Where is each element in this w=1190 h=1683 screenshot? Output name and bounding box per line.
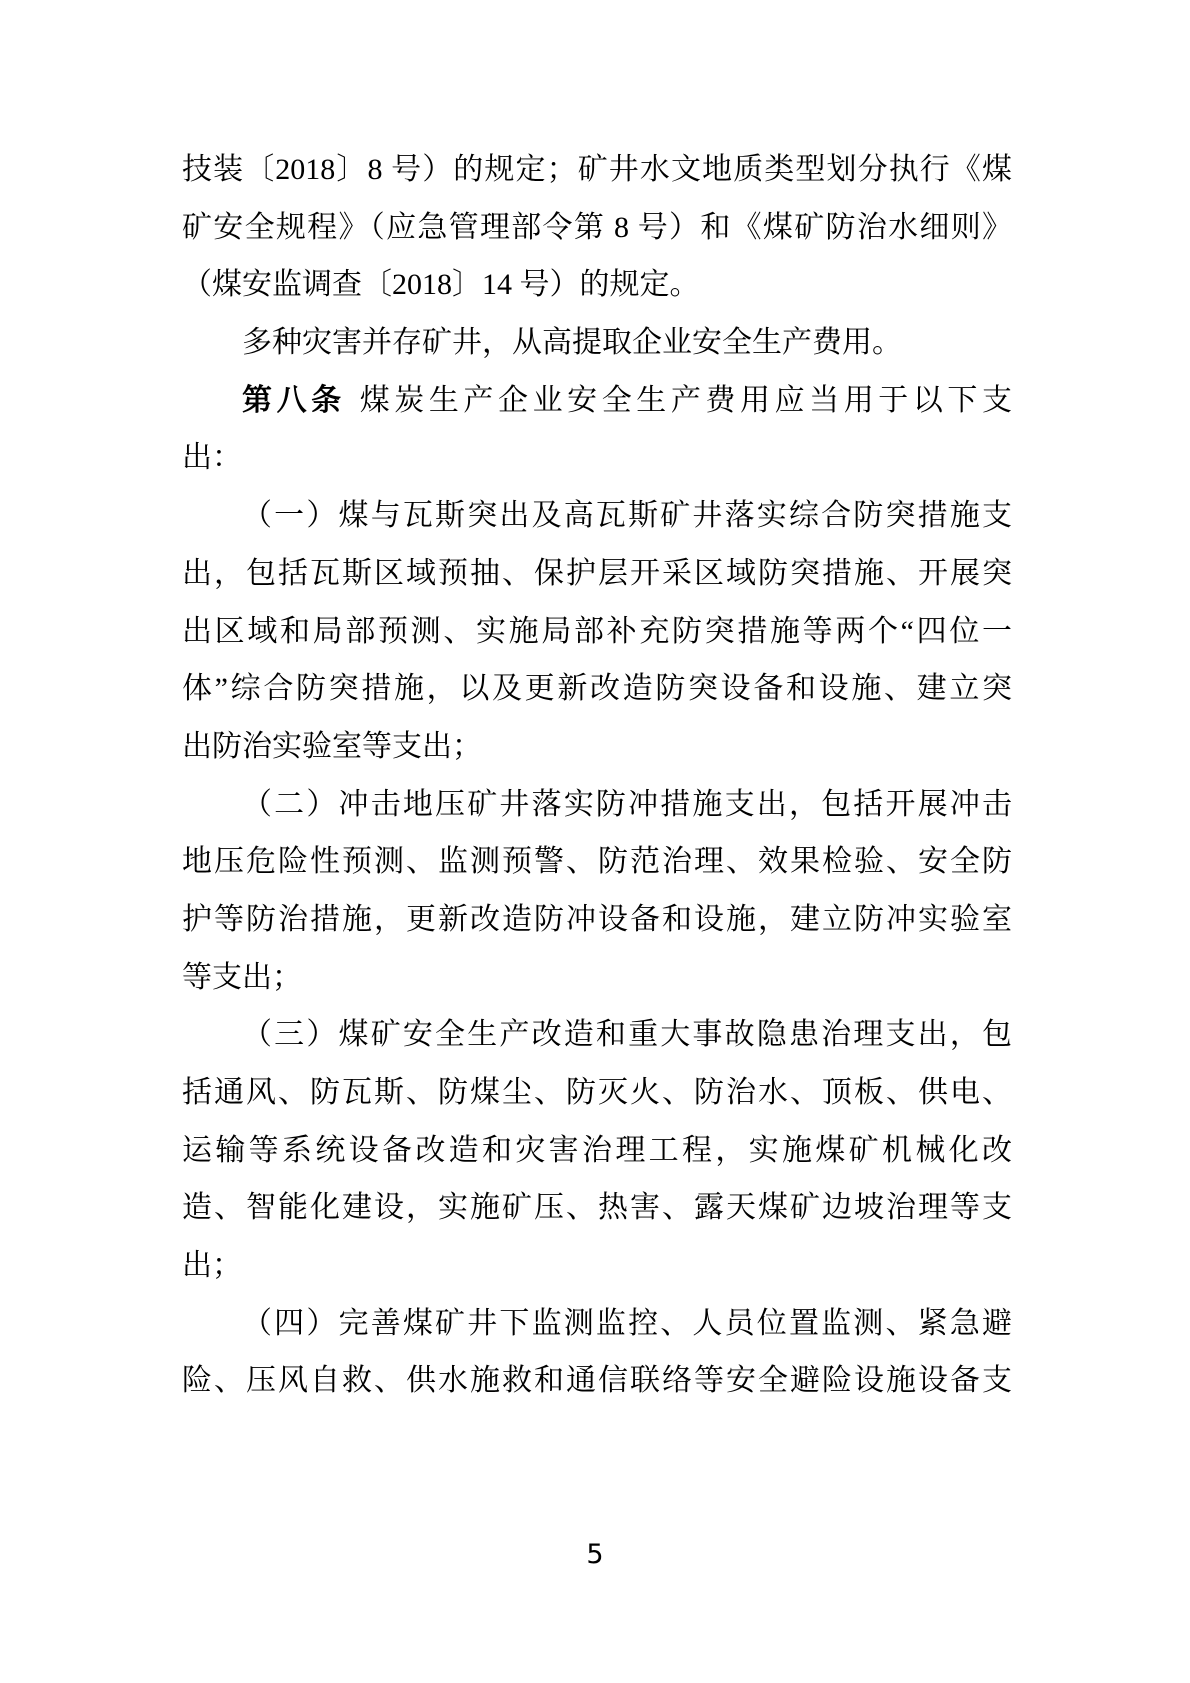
text-line (182, 1237, 1012, 1295)
line-text: 险、压风自救、供水施救和通信联络等安全避险设施设备支 (182, 1364, 1012, 1398)
page-number: 5 (586, 1539, 604, 1570)
text-line (182, 1122, 1012, 1180)
text-line (182, 833, 1012, 891)
line-text: （煤安监调查〔2018〕14 号）的规定。 (182, 268, 700, 302)
line-text: （二）冲击地压矿井落实防冲措施支出，包括开展冲击 (242, 787, 1012, 821)
line-text: 多种灾害并存矿井，从高提取企业安全生产费用。 (242, 326, 902, 360)
text-line (182, 256, 1012, 314)
article-heading: 第八条 (242, 383, 346, 417)
text-line (182, 1006, 1012, 1064)
text-line (182, 660, 1012, 718)
text-line (182, 776, 1012, 834)
text-line (182, 891, 1012, 949)
line-text: 出防治实验室等支出； (182, 729, 482, 763)
line-text: 括通风、防瓦斯、防煤尘、防灭火、防治水、顶板、供电、 (182, 1076, 1012, 1109)
text-line (182, 141, 1012, 199)
line-text: 等支出； (182, 960, 302, 994)
line-text: 煤炭生产企业安全生产费用应当用于以下支 (359, 383, 1012, 417)
document-body (182, 141, 1012, 1410)
line-text: （三）煤矿安全生产改造和重大事故隐患治理支出，包 (242, 1018, 1012, 1052)
text-line (182, 1064, 1012, 1122)
line-text: 出； (182, 1249, 242, 1283)
text-line (182, 545, 1012, 603)
text-line (182, 1179, 1012, 1237)
text-line (182, 1352, 1012, 1410)
text-line (182, 199, 1012, 257)
line-text: 造、智能化建设，实施矿压、热害、露天煤矿边坡治理等支 (182, 1191, 1012, 1225)
line-text: 地压危险性预测、监测预警、防范治理、效果检验、安全防 (182, 845, 1012, 879)
line-text: （一）煤与瓦斯突出及高瓦斯矿井落实综合防突措施支 (242, 499, 1012, 533)
text-line (182, 949, 1012, 1007)
page-footer (0, 1540, 1190, 1570)
line-text: 出区域和局部预测、实施局部补充防突措施等两个“四位一 (182, 614, 1012, 648)
text-line (182, 429, 1012, 487)
text-line (182, 603, 1012, 661)
text-line (182, 1295, 1012, 1353)
line-text: 出： (182, 441, 242, 475)
line-text: 护等防治措施，更新改造防冲设备和设施，建立防冲实验室 (182, 902, 1012, 936)
line-text: 体”综合防突措施，以及更新改造防突设备和设施、建立突 (182, 672, 1012, 706)
text-line (182, 372, 1012, 430)
text-line (182, 487, 1012, 545)
text-line (182, 718, 1012, 776)
line-text: 矿安全规程》（应急管理部令第 8 号）和《煤矿防治水细则》 (182, 210, 1012, 244)
text-line (182, 314, 1012, 372)
line-text: 出，包括瓦斯区域预抽、保护层开采区域防突措施、开展突 (182, 556, 1012, 590)
line-text: 技装〔2018〕8 号）的规定；矿井水文地质类型划分执行《煤 (182, 153, 1012, 186)
line-text: 运输等系统设备改造和灾害治理工程，实施煤矿机械化改 (182, 1133, 1012, 1167)
line-text: （四）完善煤矿井下监测监控、人员位置监测、紧急避 (242, 1306, 1012, 1340)
